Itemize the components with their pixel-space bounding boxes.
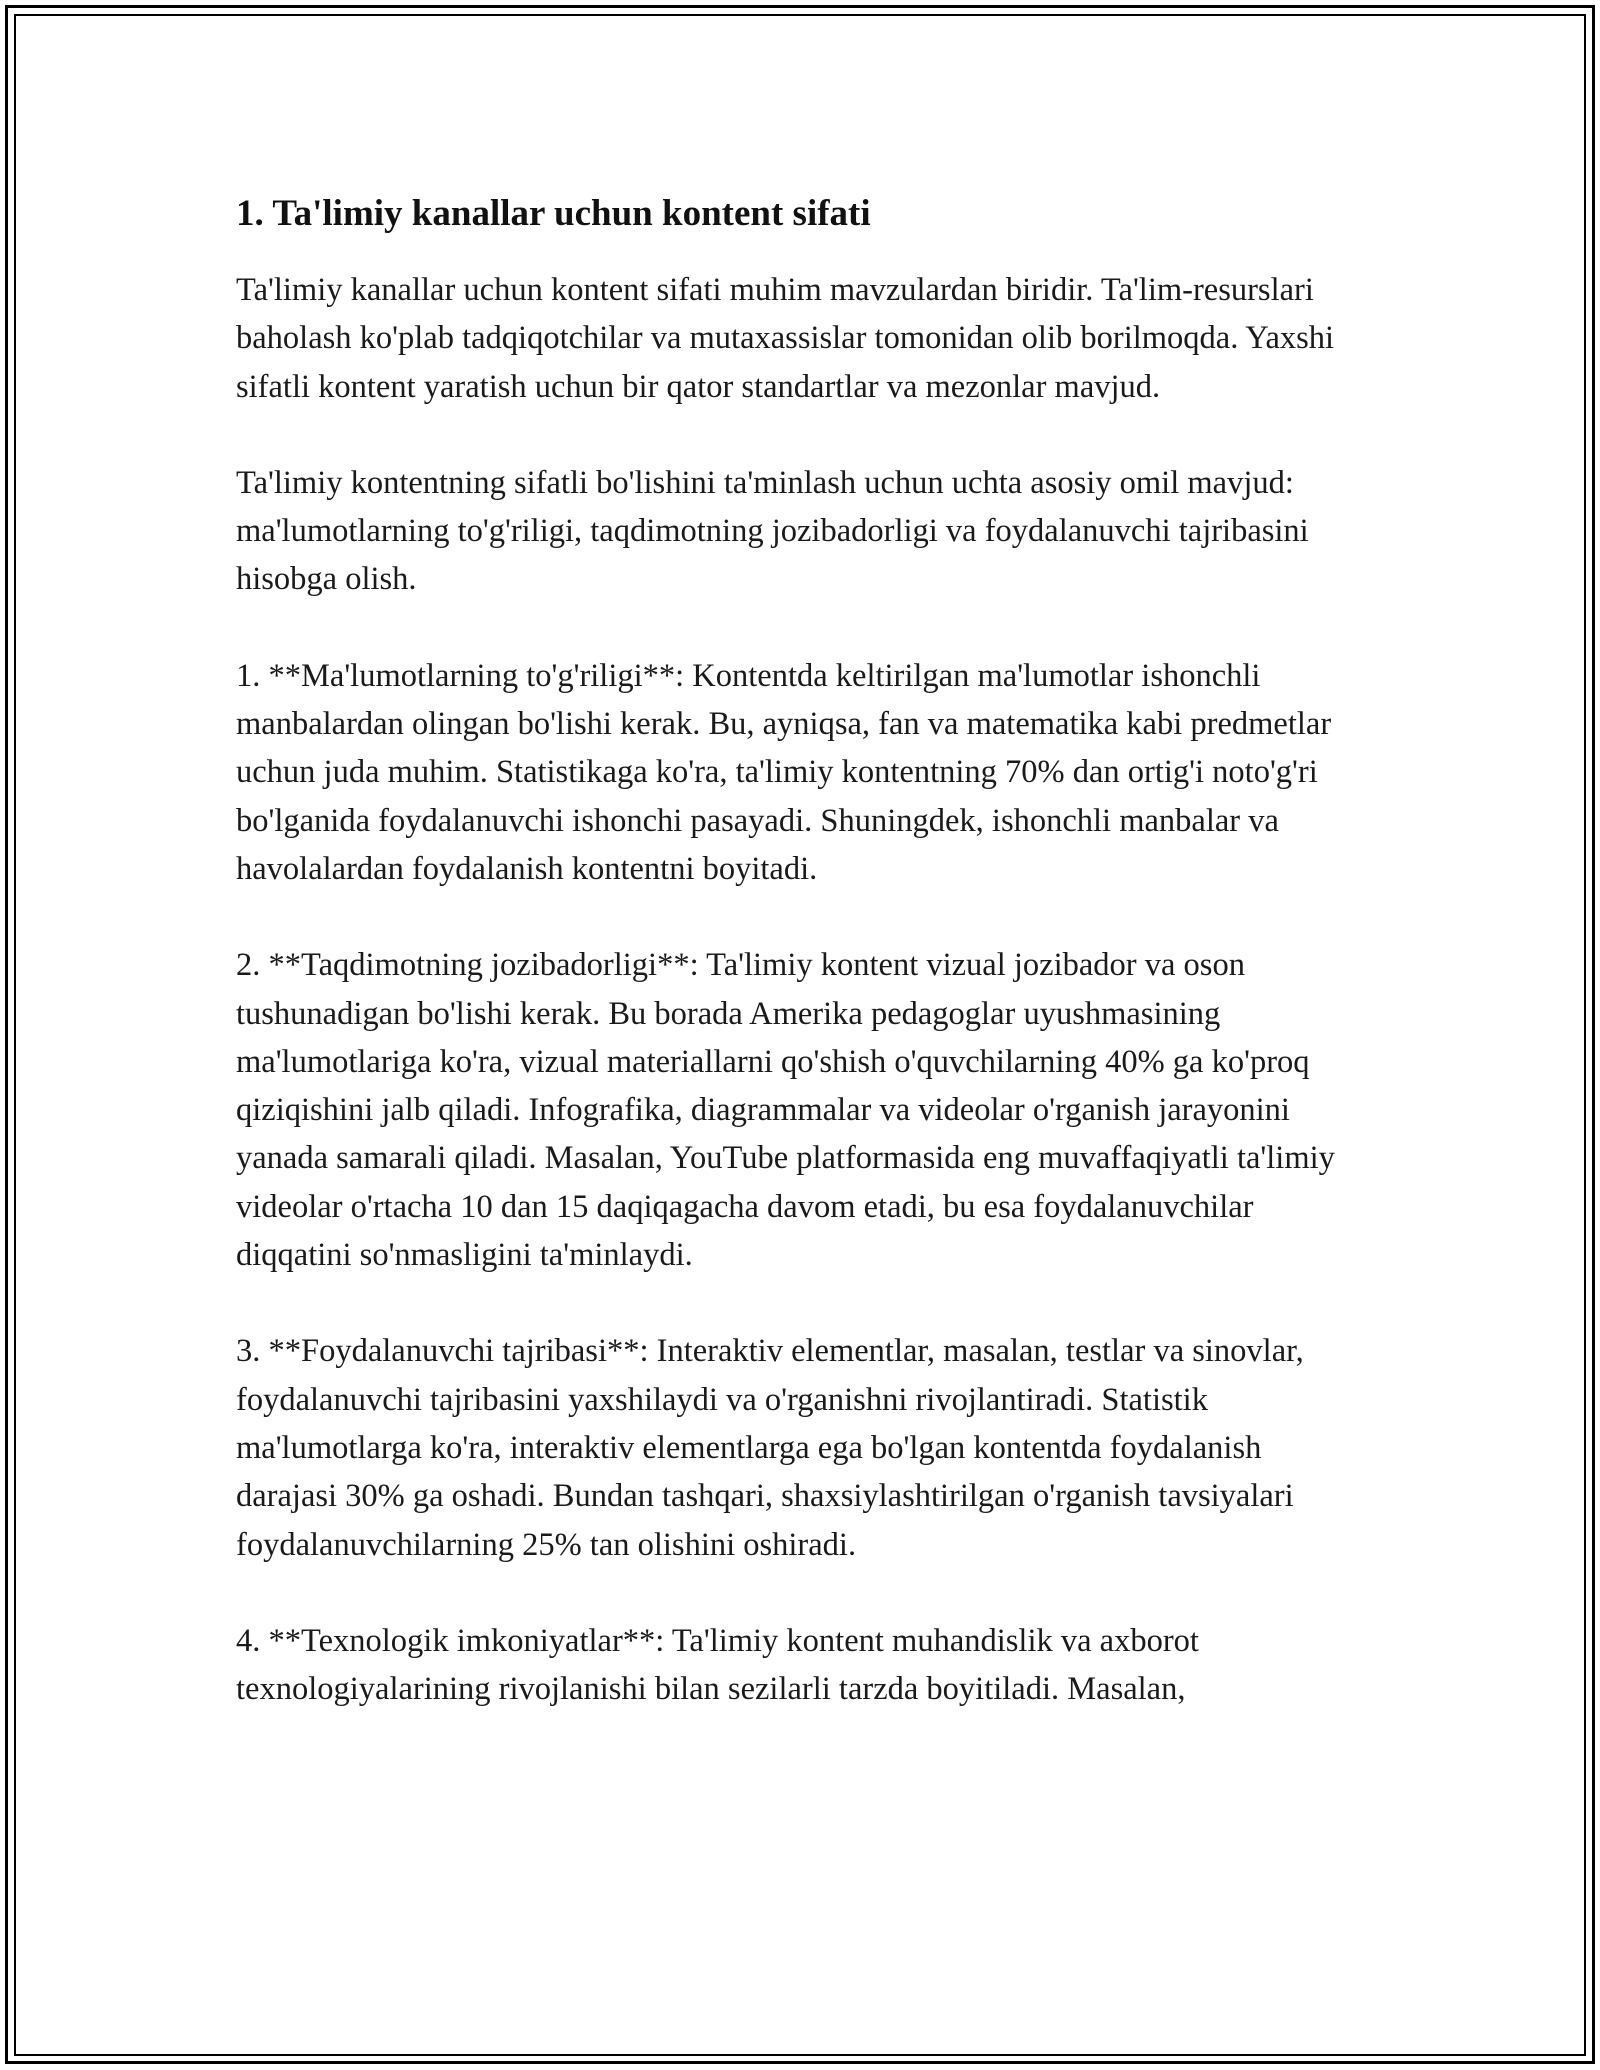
paragraph-factors: Ta'limiy kontentning sifatli bo'lishini ta'minlash uchun uchta asosiy omil mavjud: ma'lumotlarning to'g'riligi, taqdimotning jozibadorligi va foydalanuvchi tajribasini hisobga olish. xyxy=(236,464,1309,598)
paragraph-point-4: 4. **Texnologik imkoniyatlar**: Ta'limiy kontent muhandislik va axborot texnologiyalarining rivojlanishi bilan sezilarli tarzda boyitiladi. Masalan, xyxy=(236,1622,1199,1708)
paragraph-point-2: 2. **Taqdimotning jozibadorligi**: Ta'limiy kontent vizual jozibador va oson tushunadigan bo'lishi kerak. Bu borada Amerika pedagoglar uyushmasining ma'lumotlariga ko'ra, vizual materiallarni qo'shish o'quvchilarning 40% ga ko'proq qiziqishini jalb qiladi. Infografika, diagrammalar va videolar o'rganish jarayonini yanada samarali qiladi. Masalan, YouTube platformasida eng muvaffaqiyatli ta'limiy videolar o'rtacha 10 dan 15 daqiqagacha davom etadi, bu esa foydalanuvchilar diqqatini so'nmasligini ta'minlaydi. xyxy=(236,947,1335,1274)
paragraph-point-1: 1. **Ma'lumotlarning to'g'riligi**: Kontentda keltirilgan ma'lumotlar ishonchli manbalardan olingan bo'lishi kerak. Bu, ayniqsa, fan va matematika kabi predmetlar uchun juda muhim. Statistikaga ko'ra, ta'limiy kontentning 70% dan ortig'i noto'g'ri bo'lganida foydalanuvchi ishonchi pasayadi. Shuningdek, ishonchli manbalar va havolalardan foydalanish kontentni boyitadi. xyxy=(236,657,1332,887)
section-heading: 1. Ta'limiy kanallar uchun kontent sifati xyxy=(236,193,871,234)
paragraph-intro: Ta'limiy kanallar uchun kontent sifati muhim mavzulardan biridir. Ta'lim-resurslari baholash ko'plab tadqiqotchilar va mutaxassislar tomonidan olib borilmoqda. Yaxshi sifatli kontent yaratish uchun bir qator standartlar va mezonlar mavjud. xyxy=(236,272,1335,405)
paragraph-point-3: 3. **Foydalanuvchi tajribasi**: Interaktiv elementlar, masalan, testlar va sinovlar, foydalanuvchi tajribasini yaxshilaydi va o'rganishni rivojlantiradi. Statistik ma'lumotlarga ko'ra, interaktiv elementlarga ega bo'lgan kontentda foydalanish darajasi 30% ga oshadi. Bundan tashqari, shaxsiylashtirilgan o'rganish tavsiyalari foydalanuvchilarning 25% tan olishini oshiradi. xyxy=(236,1333,1304,1563)
document-body xyxy=(236,190,1358,1713)
